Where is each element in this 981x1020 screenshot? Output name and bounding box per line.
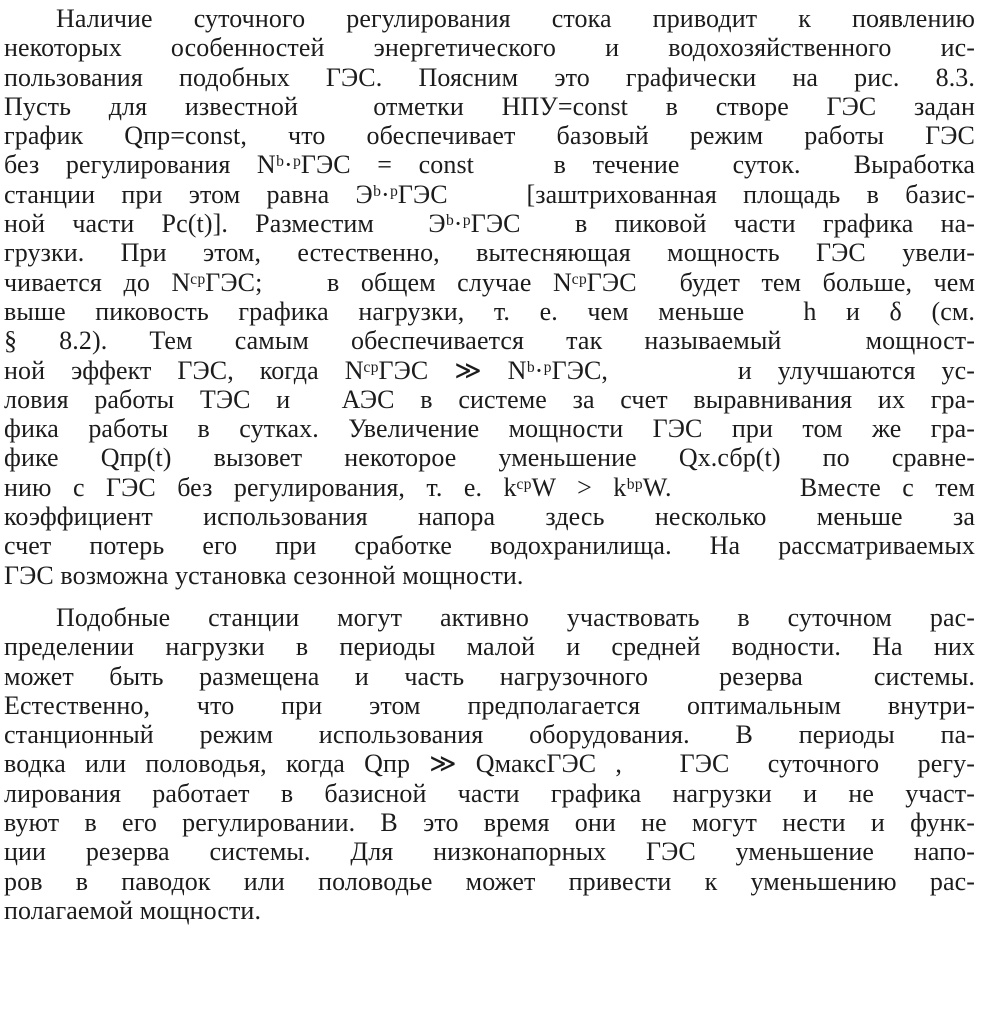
text-line: график Qпр=const, что обеспечивает базовый режим работы ГЭС bbox=[4, 121, 975, 151]
text-line: ции резерва системы. Для низконапорных ГЭС уменьшение напо- bbox=[4, 837, 975, 867]
text-line: счет потерь его при сработке водохранилища. На рассматриваемых bbox=[4, 531, 975, 561]
text-line: фике Qпр(t) вызовет некоторое уменьшение Qх.сбр(t) по сравне- bbox=[4, 443, 975, 473]
text-line: водка или половодья, когда Qпр ≫ QмаксГЭС , ГЭС суточного регу- bbox=[4, 749, 975, 779]
text-line: ловия работы ТЭС и АЭС в системе за счет выравнивания их гра- bbox=[4, 384, 975, 414]
text-line: Пусть для известной отметки НПУ=const в створе ГЭС задан bbox=[4, 91, 975, 121]
text-line: пользования подобных ГЭС. Поясним это графически на рис. 8.3. bbox=[4, 62, 975, 92]
text-line: ров в паводок или половодье может привести к уменьшению рас- bbox=[4, 866, 975, 896]
text-line: без регулирования Nᵇ·ᵖГЭС = const в течение суток. Выработка bbox=[4, 150, 975, 180]
text-line: полагаемой мощности. bbox=[4, 895, 262, 925]
text-line: коэффициент использования напора здесь несколько меньше за bbox=[4, 502, 975, 532]
text-line: станции при этом равна Эᵇ·ᵖГЭС [заштрихованная площадь в базис- bbox=[4, 179, 975, 209]
text-line: § 8.2). Тем самым обеспечивается так называемый мощност- bbox=[4, 326, 975, 356]
text-line: ной части Pс(t)]. Разместим Эᵇ·ᵖГЭС в пиковой части графика на- bbox=[4, 209, 975, 239]
text-line: ГЭС возможна установка сезонной мощности. bbox=[4, 560, 524, 590]
text-line: нию с ГЭС без регулирования, т. е. kᶜᵖW > kᵇᵖW. Вместе с тем bbox=[4, 472, 975, 502]
text-line: лирования работает в базисной части графика нагрузки и не участ- bbox=[4, 778, 975, 808]
text-line: станционный режим использования оборудования. В периоды па- bbox=[4, 720, 975, 750]
paragraph-1 bbox=[4, 4, 975, 590]
text-line: пределении нагрузки в периоды малой и средней водности. На них bbox=[4, 632, 975, 662]
text-line: Естественно, что при этом предполагается оптимальным внутри- bbox=[4, 690, 975, 720]
text-line: Наличие суточного регулирования стока приводит к появлению bbox=[56, 4, 975, 33]
text-line: фика работы в сутках. Увеличение мощности ГЭС при том же гра- bbox=[4, 414, 975, 444]
text-line: вуют в его регулировании. В это время они не могут нести и функ- bbox=[4, 808, 975, 838]
text-line: чивается до NᶜᵖГЭС; в общем случае NᶜᵖГЭС будет тем больше, чем bbox=[4, 267, 975, 297]
text-line: может быть размещена и часть нагрузочного резерва системы. bbox=[4, 661, 975, 691]
text-line: Подобные станции могут активно участвовать в суточном рас- bbox=[56, 602, 975, 632]
text-line: некоторых особенностей энергетического и водохозяйственного ис- bbox=[4, 33, 975, 63]
text-line: грузки. При этом, естественно, вытесняющая мощность ГЭС увели- bbox=[4, 238, 975, 268]
text-line: выше пиковость графика нагрузки, т. е. чем меньше h и δ (см. bbox=[4, 296, 975, 326]
paragraph-2 bbox=[4, 603, 975, 925]
text-line: ной эффект ГЭС, когда NᶜᵖГЭС ≫ Nᵇ·ᵖГЭС, и улучшаются ус- bbox=[4, 355, 975, 385]
